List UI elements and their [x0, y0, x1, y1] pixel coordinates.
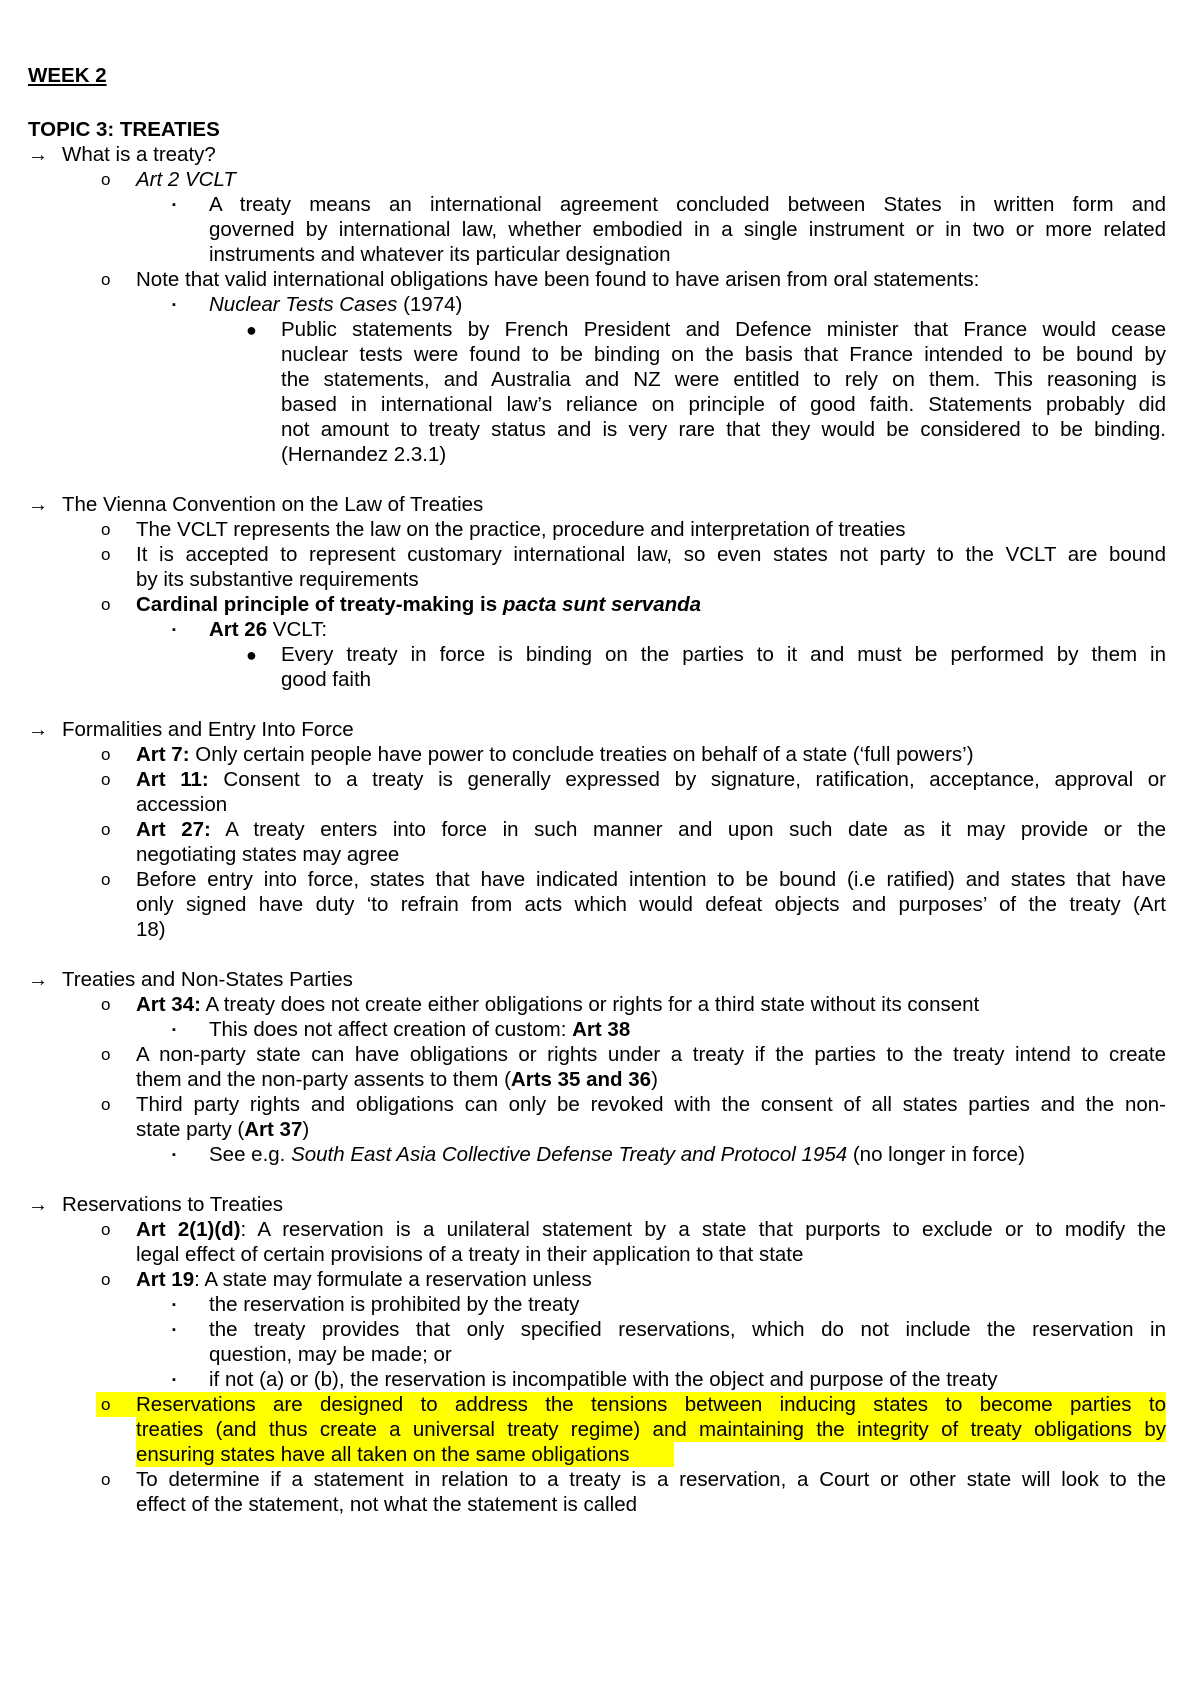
square-bullet-icon: ▪	[172, 1149, 176, 1161]
art19-point	[136, 1268, 592, 1292]
art11-ref: Art 11:	[136, 768, 209, 791]
circle-bullet-icon: o	[101, 1045, 111, 1064]
circle-bullet-icon: o	[101, 1395, 111, 1414]
nuclear-tests-text-line: the statements, and Australia and NZ were entitled to rely on them. This reasoning is	[281, 368, 1166, 391]
third-party-text: state party (	[136, 1118, 245, 1141]
square-bullet-icon: ▪	[172, 1324, 176, 1336]
reservation-condition-b-line: question, may be made; or	[209, 1343, 452, 1366]
treaty-definition-line: instruments and whatever its particular designation	[209, 243, 671, 266]
circle-bullet-icon: o	[101, 1270, 111, 1289]
art2-1-d-point-line: legal effect of certain provisions of a treaty in their application to that state	[136, 1243, 804, 1266]
section-non-states-parties-title: Treaties and Non-States Parties	[62, 968, 353, 991]
arrow-bullet-icon: →	[28, 719, 48, 741]
latin-maxim: pacta sunt servanda	[502, 593, 702, 616]
seato-example	[209, 1143, 1025, 1167]
customary-law-point-line: It is accepted to represent customary international law, so even states not party to the VCLT are bound	[136, 543, 1166, 566]
art37-ref: Art 37	[244, 1118, 303, 1141]
art26-text-line: Every treaty in force is binding on the parties to it and must be performed by them in	[281, 643, 1166, 666]
art27-ref: Art 27:	[136, 818, 211, 841]
art26-label	[209, 618, 327, 642]
art2-1-d-point-line	[136, 1218, 1166, 1242]
art7-ref: Art 7:	[136, 743, 190, 766]
art2-vclt-label: Art 2 VCLT	[136, 168, 236, 191]
square-bullet-icon: ▪	[172, 1299, 176, 1311]
circle-bullet-icon: o	[101, 1220, 111, 1239]
circle-bullet-icon: o	[101, 170, 111, 189]
reservation-condition-a: the reservation is prohibited by the treaty	[209, 1293, 580, 1316]
nuclear-tests-text-line: nuclear tests were found to be binding on the basis that France intended to be bound by	[281, 343, 1166, 366]
circle-bullet-icon: o	[101, 270, 111, 289]
reservations-purpose-highlight-line: treaties (and thus create a universal treaty regime) and maintaining the integrity of treaty obligations by	[136, 1418, 1166, 1441]
art34-point	[136, 993, 979, 1017]
section-vienna-convention-title: The Vienna Convention on the Law of Treaties	[62, 493, 484, 516]
dot-bullet-icon: ●	[246, 645, 257, 665]
nuclear-tests-text-line: (Hernandez 2.3.1)	[281, 443, 447, 466]
nuclear-tests-text-line: Public statements by French President and Defence minister that France would cease	[281, 318, 1166, 341]
non-party-text: them and the non-party assents to them (	[136, 1068, 511, 1091]
reservations-purpose-highlight-line: ensuring states have all taken on the same obligations	[136, 1443, 630, 1466]
case-year: (1974)	[397, 293, 463, 316]
square-bullet-icon: ▪	[172, 1374, 176, 1386]
art18-point-line: 18)	[136, 918, 166, 941]
square-bullet-icon: ▪	[172, 624, 176, 636]
arts35-36-ref: Arts 35 and 36	[510, 1068, 652, 1091]
vclt-practice-point: The VCLT represents the law on the practice, procedure and interpretation of treaties	[136, 518, 906, 541]
art18-point-line: Before entry into force, states that have indicated intention to be bound (i.e ratified) and states that have	[136, 868, 1166, 891]
square-bullet-icon: ▪	[172, 199, 176, 211]
art2-1-d-text: : A reservation is a unilateral statement by a state that purports to exclude or to modify the	[240, 1218, 1167, 1241]
topic-heading: TOPIC 3: TREATIES	[28, 118, 220, 141]
closing-paren: )	[651, 1068, 658, 1091]
art11-point-line: accession	[136, 793, 228, 816]
circle-bullet-icon: o	[101, 520, 111, 539]
determine-reservation-line: effect of the statement, not what the statement is called	[136, 1493, 638, 1516]
circle-bullet-icon: o	[101, 995, 111, 1014]
week-heading: WEEK 2	[28, 64, 107, 87]
nuclear-tests-text-line: based in international law’s reliance on principle of good faith. Statements probably did	[281, 393, 1166, 416]
circle-bullet-icon: o	[101, 745, 111, 764]
custom-text: This does not affect creation of custom:	[209, 1018, 573, 1041]
non-party-point-line	[136, 1068, 658, 1092]
treaty-definition-line: governed by international law, whether embodied in a single instrument or in two or more related	[209, 218, 1166, 241]
art27-text: A treaty enters into force in such manner and upon such date as it may provide or the	[210, 818, 1166, 841]
section-reservations-title: Reservations to Treaties	[62, 1193, 284, 1216]
nuclear-tests-case-label	[209, 293, 462, 317]
seato-treaty-name: South East Asia Collective Defense Treaty and Protocol 1954	[291, 1143, 848, 1166]
art2-1-d-ref: Art 2(1)(d)	[136, 1218, 241, 1241]
no-longer-in-force-note: (no longer in force)	[847, 1143, 1025, 1166]
third-party-point-line: Third party rights and obligations can only be revoked with the consent of all states parties and the non-	[136, 1093, 1166, 1116]
customary-law-point-line: by its substantive requirements	[136, 568, 419, 591]
art18-point-line: only signed have duty ‘to refrain from acts which would defeat objects and purposes’ of the treaty (Art	[136, 893, 1166, 916]
art19-text: : A state may formulate a reservation unless	[194, 1268, 592, 1291]
section-formalities-title: Formalities and Entry Into Force	[62, 718, 354, 741]
art7-text: Only certain people have power to conclude treaties on behalf of a state (‘full powers’)	[189, 743, 974, 766]
art34-text: A treaty does not create either obligations or rights for a third state without its consent	[200, 993, 980, 1016]
square-bullet-icon: ▪	[172, 1024, 176, 1036]
cardinal-principle-text: Cardinal principle of treaty-making is	[136, 593, 503, 616]
reservations-purpose-highlight-line: Reservations are designed to address the tensions between inducing states to become parties to	[136, 1393, 1166, 1416]
art11-point-line	[136, 768, 1166, 792]
art26-suffix: VCLT:	[267, 618, 328, 641]
circle-bullet-icon: o	[101, 770, 111, 789]
circle-bullet-icon: o	[101, 870, 111, 889]
closing-paren: )	[302, 1118, 310, 1141]
arrow-bullet-icon: →	[28, 1194, 48, 1216]
circle-bullet-icon: o	[101, 1095, 111, 1114]
pacta-sunt-servanda-point	[136, 593, 701, 617]
circle-bullet-icon: o	[101, 1470, 111, 1489]
art34-ref: Art 34:	[136, 993, 201, 1016]
reservation-condition-b-line: the treaty provides that only specified reservations, which do not include the reservation in	[209, 1318, 1166, 1341]
arrow-bullet-icon: →	[28, 144, 48, 166]
art27-point-line: negotiating states may agree	[136, 843, 400, 866]
circle-bullet-icon: o	[101, 820, 111, 839]
custom-point	[209, 1018, 630, 1042]
determine-reservation-line: To determine if a statement in relation to a treaty is a reservation, a Court or other state will look to the	[136, 1468, 1166, 1491]
art26-ref: Art 26	[209, 618, 268, 641]
arrow-bullet-icon: →	[28, 969, 48, 991]
art38-ref: Art 38	[572, 1018, 631, 1041]
dot-bullet-icon: ●	[246, 320, 257, 340]
third-party-point-line	[136, 1118, 309, 1142]
art19-ref: Art 19	[136, 1268, 195, 1291]
circle-bullet-icon: o	[101, 545, 111, 564]
treaty-definition-line: A treaty means an international agreement concluded between States in written form and	[209, 193, 1166, 216]
reservation-condition-c: if not (a) or (b), the reservation is incompatible with the object and purpose of the treaty	[209, 1368, 998, 1391]
arrow-bullet-icon: →	[28, 494, 48, 516]
art27-point-line	[136, 818, 1166, 842]
art11-text: Consent to a treaty is generally expressed by signature, ratification, acceptance, approval or	[208, 768, 1166, 791]
non-party-point-line: A non-party state can have obligations or rights under a treaty if the parties to the treaty intend to create	[136, 1043, 1166, 1066]
art7-point	[136, 743, 974, 767]
circle-bullet-icon: o	[101, 595, 111, 614]
square-bullet-icon: ▪	[172, 299, 176, 311]
art26-text-line: good faith	[281, 668, 372, 691]
section-what-is-treaty-title: What is a treaty?	[62, 143, 216, 166]
nuclear-tests-text-line: not amount to treaty status and is very rare that they would be considered to be binding.	[281, 418, 1166, 441]
case-name: Nuclear Tests Cases	[209, 293, 398, 316]
see-eg-text: See e.g.	[209, 1143, 292, 1166]
oral-statements-note: Note that valid international obligations have been found to have arisen from oral statements:	[136, 268, 980, 291]
